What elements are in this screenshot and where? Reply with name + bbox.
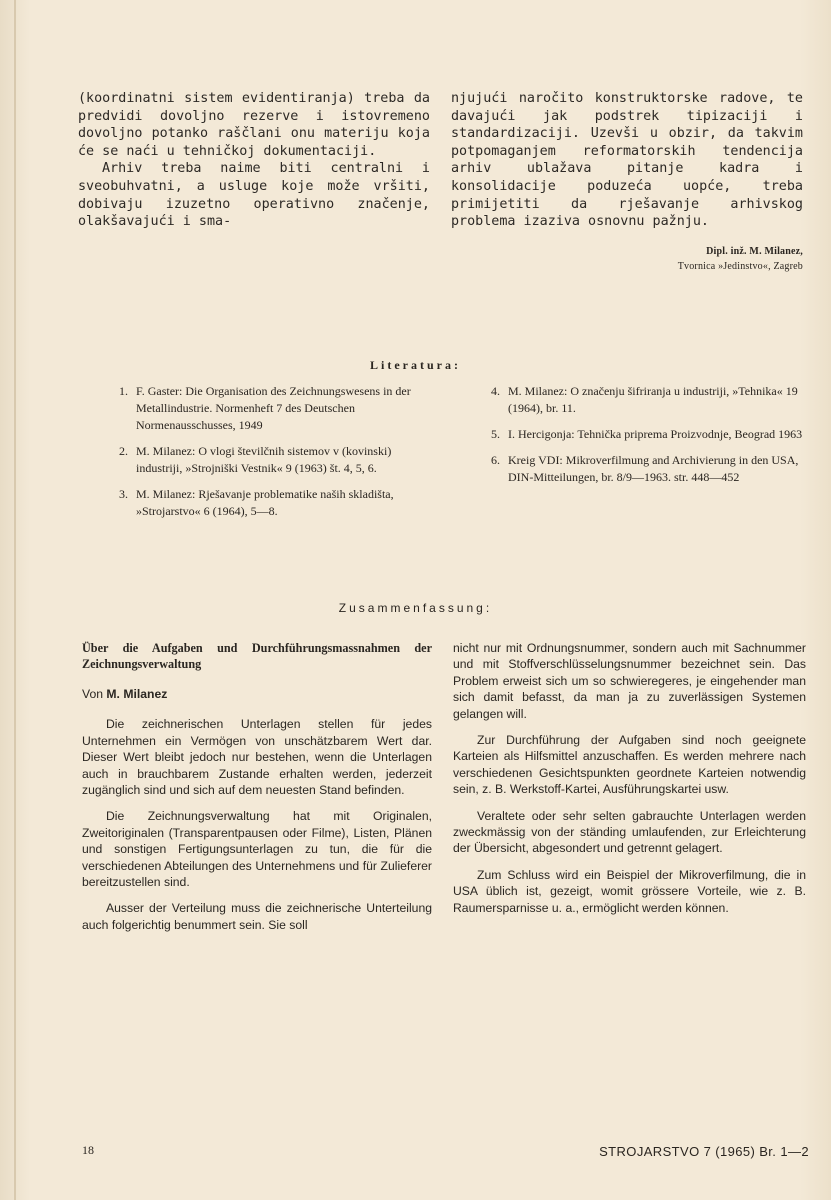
reference-item [476,452,808,486]
reference-number: 2. [119,444,128,458]
author-signature [678,244,803,274]
reference-text: M. Milanez: Rješavanje problematike naših skladišta, »Strojarstvo« 6 (1964), 5—8. [136,487,394,518]
literatura-heading: Literatura: [370,358,461,372]
byline-name: M. Milanez [106,687,168,701]
reference-number: 3. [119,487,128,501]
intro-left-column [78,90,430,231]
reference-item [476,383,808,417]
summary-paragraph: Ausser der Verteilung muss die zeichnerische Unterteilung auch folgerichtig benummert sein. Sie soll [82,901,432,932]
author-name: Dipl. inž. M. Milanez, [706,246,803,257]
reference-number: 6. [491,453,500,467]
summary-paragraph: Veraltete oder sehr selten gabrauchte Unterlagen werden zweckmässig von der ständing umlaufenden, zur Erleichterung der Übersicht, abgesondert und getrennt gelagert. [453,808,806,856]
page-fold-shadow [14,0,16,1200]
article-title: Über die Aufgaben und Durchführungsmassnahmen der Zeichnungsverwaltung [82,641,432,671]
author-affiliation: Tvornica »Jedinstvo«, Zagreb [677,261,803,272]
summary-paragraph: Zur Durchführung der Aufgaben sind noch geeignete Karteien als Hilfsmittel anzuschaffen. Es werden mehrere nach verschiedenen Gesichtspunkten geordnete Karteien notwendig sein, z. B. Werkstoff-Kartei, Ausführungskartei usw. [453,733,806,797]
reference-text: I. Hercigonja: Tehnička priprema Proizvodnje, Beograd 1963 [508,427,803,441]
reference-item [104,443,432,477]
reference-number: 5. [491,427,500,441]
zusammenfassung-left-column [82,640,432,943]
reference-item [476,426,808,443]
intro-right-column [451,90,803,231]
reference-number: 4. [491,384,500,398]
reference-text: F. Gaster: Die Organisation des Zeichnungswesens in der Metallindustrie. Normenheft 7 des Deutschen Normenausschusses, 1949 [136,384,411,432]
summary-paragraph: Zum Schluss wird ein Beispiel der Mikroverfilmung, die in USA üblich ist, gezeigt, womit grössere Vorteile, wie z. B. Raumersparnisse u. a., ermöglicht werden können. [453,867,806,915]
byline [82,686,432,702]
page-number: 18 [82,1143,94,1157]
intro-paragraph: (koordinatni sistem evidentiranja) treba da predvidi dovoljno rezerve i istovremeno dovoljno potanko raščlani onu materiju koja će se naći u tehničkoj dokumentaciji. [78,91,430,159]
literatura-right-column [476,383,808,495]
reference-text: Kreig VDI: Mikroverfilmung and Archivierung in den USA, DIN-Mitteilungen, br. 8/9—1963. str. 448—452 [508,453,799,484]
zusammenfassung-right-column [453,640,806,926]
literatura-left-column [104,383,432,529]
summary-paragraph: Die Zeichnungsverwaltung hat mit Originalen, Zweitoriginalen (Transparentpausen oder Filme), Listen, Plänen und sonstigen Fertigungsunterlagen zu tun, die für die verschiedenen Abteilungen des Unternehmens und für Zulieferer bereitzustellen sind. [82,809,432,890]
intro-paragraph: njujući naročito konstruktorske radove, te davajući jak podstrek tipizaciji i standardizaciji. Uzevši u obzir, da takvim potpomaganjem reformatorskih tendencija arhiv ublažava pitanje kadra i konsolidacije poduzeća uopće, treba primijetiti da rješavanje arhivskog problema izaziva osnovnu pažnju. [451,91,803,230]
summary-paragraph: nicht nur mit Ordnungsnummer, sondern auch mit Sachnummer und mit Stoffverschlüsselungsnummer bezeichnet sein. Das Problem erweist sich um so schwieregeres, je eingehender man sich damit befasst, da man ja zu zuverlässigen Systemen gelangen will. [453,641,806,721]
reference-number: 1. [119,384,128,398]
reference-text: M. Milanez: O značenju šifriranja u industriji, »Tehnika« 19 (1964), br. 11. [508,384,798,415]
reference-text: M. Milanez: O vlogi številčnih sistemov v (kovinski) industriji, »Strojniški Vestnik« 9 (1963) št. 4, 5, 6. [136,444,392,475]
journal-footer: STROJARSTVO 7 (1965) Br. 1—2 [599,1144,809,1159]
reference-item [104,486,432,520]
summary-paragraph: Die zeichnerischen Unterlagen stellen für jedes Unternehmen ein Vermögen von unschätzbarem Wert dar. Dieser Wert bleibt jedoch nur bestehen, wenn die Unterlagen auch in brauchbarem Zustande erhalten werden, jederzeit zugänglich sind und sich auf dem neuesten Stand befinden. [82,717,432,798]
intro-paragraph: Arhiv treba naime biti centralni i sveobuhvatni, a usluge koje može vršiti, dobivaju izuzetno operativno značenje, olakšavajući i sma- [78,161,430,230]
byline-prefix: Von [82,687,104,701]
zusammenfassung-heading: Zusammenfassung: [338,601,493,615]
reference-item [104,383,432,434]
